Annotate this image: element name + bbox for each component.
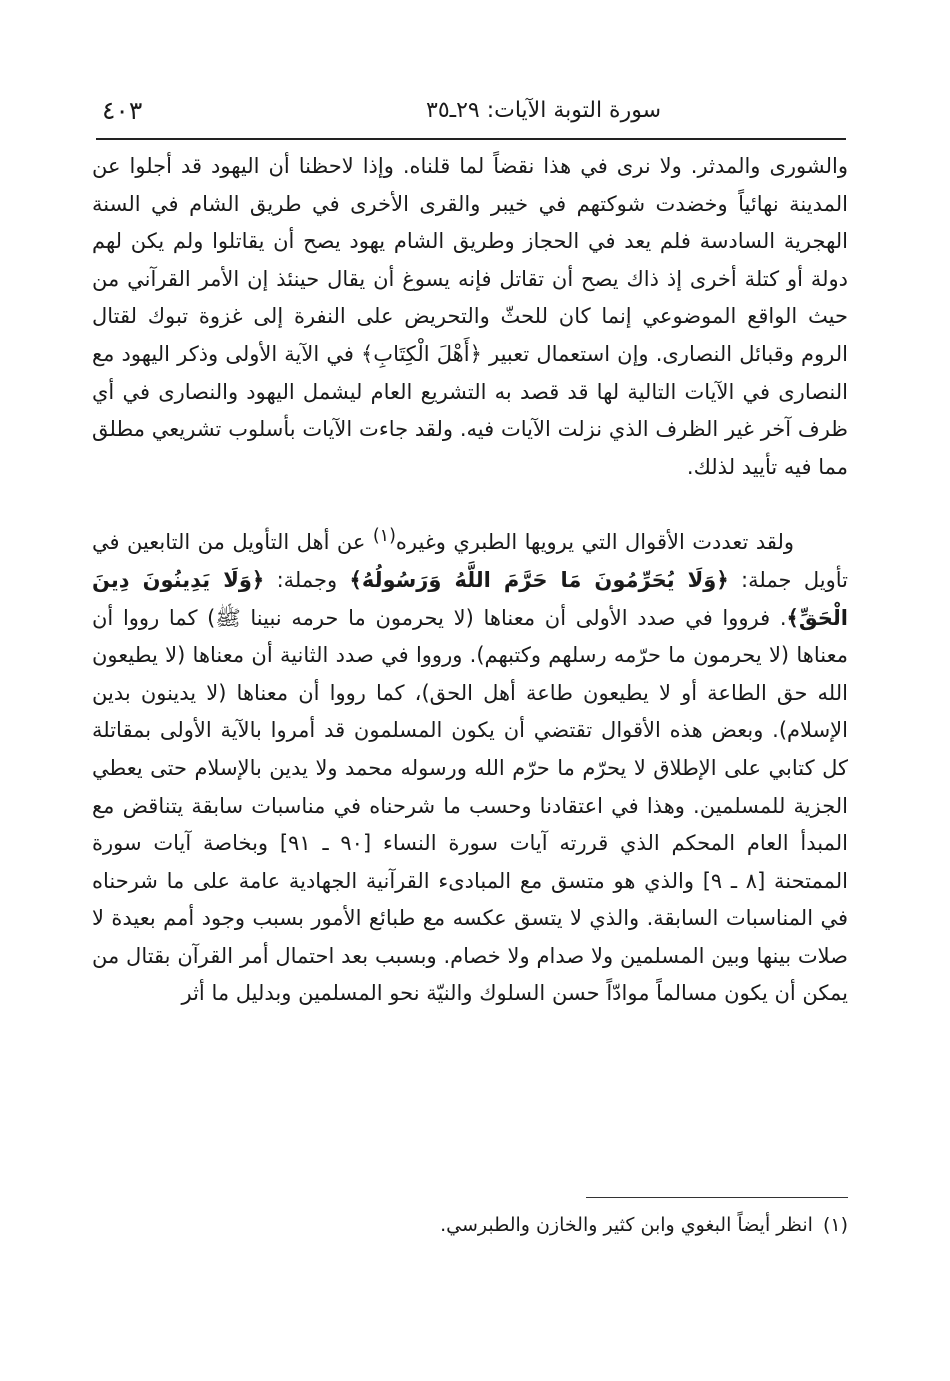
footnote-marker: (١)	[822, 1214, 848, 1236]
paragraph-2-part-4: . فرووا في صدد الأولى أن معناها (لا يحرمون ما حرمه نبينا ﷺ) كما رووا أن معناها (لا يحرمون ما حرّمه رسلهم وكتبهم). ورووا في صدد الثانية أن معناها (لا يطيعون الله حق الطاعة أو لا يطيعون طاعة أهل الحق)، كما رووا أن معناها (لا يدينون بدين الإسلام). وبعض هذه الأقوال تقتضي أن يكون المسلمون قد أمروا بالآية الأولى بمقاتلة كل كتابي على الإطلاق لا يحرّم ما حرّم الله ورسوله محمد ولا يدين بالإسلام حتى يعطي الجزية للمسلمين. وهذا في اعتقادنا وحسب ما شرحناه في مناسبات سابقة يتناقض مع المبدأ العام المحكم الذي قررته آيات سورة النساء [٩٠ ـ ٩١] وبخاصة آيات سورة الممتحنة [٨ ـ ٩] والذي هو متسق مع المبادىء القرآنية الجهادية عامة على ما شرحناه في المناسبات السابقة. والذي لا يتسق عكسه مع طبائع الأمور بسبب وجود أمم بعيدة لا صلات بينها وبين المسلمين ولا صدام ولا خصام. وبسبب بعد احتمال أمر القرآن بقتال من يمكن أن يكون مسالماً موادّاً حسن السلوك والنيّة نحو المسلمين وبدليل ما أثر	[92, 605, 848, 1006]
main-text	[92, 148, 848, 1013]
footnote-rule	[586, 1197, 848, 1198]
quran-quote-2: ﴿وَلَا يَدِينُونَ دِينَ الْحَقِّ﴾	[92, 567, 848, 630]
paragraph-1: والشورى والمدثر. ولا نرى في هذا نقضاً لما قلناه. وإذا لاحظنا أن اليهود قد أجلوا عن المدينة نهائياً وخضدت شوكتهم في خيبر والقرى الأخرى في طريق الشام في السنة الهجرية السادسة فلم يعد في الحجاز وطريق الشام يهود يصح أن يقاتلوا ولم يكن لهم دولة أو كتلة أخرى إذ ذاك يصح أن تقاتل فإنه يسوغ أن يقال حينئذ إن الأمر القرآني من حيث الواقع الموضوعي إنما كان للحثّ والتحريض على النفرة إلى غزوة تبوك لقتال الروم وقبائل النصارى. وإن استعمال تعبير ﴿أَهْلَ الْكِتَابِ﴾ في الآية الأولى وذكر اليهود مع النصارى في الآيات التالية لها قد قصد به التشريع العام ليشمل اليهود والنصارى في أي ظرف آخر غير الظرف الذي نزلت الآيات فيه. ولقد جاءت الآيات بأسلوب تشريعي مطلق مما فيه تأييد لذلك.	[92, 154, 848, 479]
footnote-reference: (١)	[372, 526, 396, 547]
paragraph-2-part-3: وجملة:	[264, 567, 350, 592]
paragraph-2-part-2: عن أهل التأويل من التابعين في تأويل جملة:	[92, 530, 848, 592]
footnote-text: انظر أيضاً البغوي وابن كثير والخازن والطبرسي.	[440, 1214, 813, 1236]
footnote	[300, 1210, 848, 1240]
page-number: ٤٠٣	[102, 96, 143, 125]
paragraph-2-part-1: ولقد تعددت الأقوال التي يرويها الطبري وغيره	[395, 530, 795, 555]
running-title: سورة التوبة الآيات: ٢٩ـ٣٥	[426, 98, 662, 123]
header-rule	[96, 138, 846, 140]
running-header	[96, 96, 848, 130]
quran-quote-1: ﴿وَلَا يُحَرِّمُونَ مَا حَرَّمَ اللَّهُ وَرَسُولُهُ﴾	[349, 567, 729, 592]
paragraph-2	[92, 518, 848, 1013]
